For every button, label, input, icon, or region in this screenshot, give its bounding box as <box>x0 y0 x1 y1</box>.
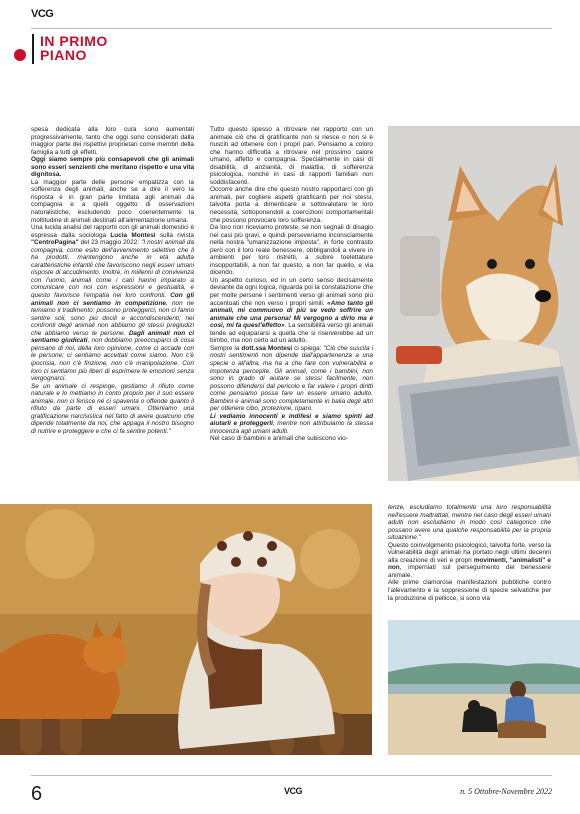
paragraph: Li vediamo innocenti e indifesi e siamo spinti ad aiutarli e proteggerli, mentre non attribuiamo la stessa innocenza agli umani adulti. <box>210 412 373 435</box>
section-title-line-2: PIANO <box>40 47 87 63</box>
paragraph: La maggior parte delle persone empatizza con la sofferenza degli animali, anche se a dire il vero la risposta è in gran parte limitata agli animali da compagnia e a quelli oggetto di osservazioni naturalistiche, escludendo poco coerentemente la moltitudine di animali destinati all'alimentazione umana. <box>31 178 194 224</box>
paragraph-quote: Se un animale ci respinge, gestiamo il rifiuto come naturale e lo mettiamo in conto proprio per il suo essere animale, non ci ferisce né ci spaventa o offende quanto il rifiuto da parte di esseri umani. Otteniamo una gratificazione narcisistica nel fatto di avere qualcuno che dipende totalmente da noi, che appaga il nostro bisogno di nutrire e proteggere e che ci fa sentire potenti." <box>31 382 194 435</box>
paragraph-bold: Oggi siamo sempre più consapevoli che gli animali sono esseri senzienti che meritano rispetto e una vita dignitosa. <box>31 156 194 179</box>
paragraph: Occorre anche dire che questo nostro rapportarci con gli animali, per cogliere aspetti gratificanti per noi stessi, talvolta porta a dimenticare e sottovalutare le loro necessità, sottoponendoli a coercizioni comportamentali che possono provocare loro sofferenza. <box>210 186 373 224</box>
author-name: dott.ssa Montesi <box>241 344 293 352</box>
article-column-2 <box>210 126 373 443</box>
section-marker-dot <box>14 49 26 61</box>
magazine-name: "CentroPagina" <box>31 239 79 247</box>
header-rule <box>31 28 552 29</box>
page-number: 6 <box>31 783 43 805</box>
girl-cat-illustration <box>0 504 372 755</box>
paragraph: Questo coinvolgimento psicologico, talvolta forte, verso la vulnerabilità degli animali ha portato negli ultimi decenni alla creazione di veri e propri movimenti, "animalisti" e non, imperniati sul perseguimento del benessere animale. <box>388 541 551 579</box>
article-column-3 <box>388 504 551 602</box>
photo-dog-laptop <box>388 126 580 481</box>
movement-highlight: movimenti, "animalisti" e non <box>388 556 551 572</box>
section-title <box>40 34 108 62</box>
paragraph: spesa dedicata alla loro cura sono aumentati progressivamente, tanto che oggi sono considerati dalla maggior parte dei rispettivi proprietari come membri della famiglia a tutti gli effetti. <box>31 126 194 156</box>
paragraph: Nel caso di bambini e animali che subiscono vio- <box>210 435 348 443</box>
beach-illustration <box>388 620 580 755</box>
paragraph: Da loro non riceviamo proteste, se non segnali di disagio nei casi più gravi, e quindi perseveriamo inconsciamente nella nostra "umanizzazione imposta", in forte contrasto però con il loro reale benessere, obbligandoli a vivere in ambienti per loro ristretti, a subire toelettature insopportabili, a non far questo, a non far quello, e via dicendo. <box>210 224 373 277</box>
footer-rule <box>31 775 552 776</box>
paragraph-quote: lenze, escludiamo totalmente una loro responsabilità nell'essere maltrattati, mentre nel caso degli esseri umani adulti non escludiamo in modo così categorico che possano avere una qualche responsabilità per la propria situazione." <box>388 504 551 542</box>
issue-info: n. 5 Ottobre-Novembre 2022 <box>460 787 552 796</box>
photo-beach-dogs <box>388 620 580 755</box>
section-marker-bar <box>32 34 34 64</box>
dog-illustration <box>388 126 580 481</box>
paragraph: Un aspetto curioso, ed in un certo senso decisamente deviante da ogni logica, riguarda poi la constatazione che per molte persone i sentimenti verso gli animali sono più accentuati che non verso i propri simili. «Amo tanto gli animali, mi commuovo di più se vedo soffrire un animale che una persona! Mi vergogno a dirlo ma è così, mi fa quest'effetto». La sensibilità verso gli animali tende ad equipararsi a quella che si riserverebbe ad un bimbo, ma non certo ad un adulto. <box>210 276 373 345</box>
footer-logo: VCG <box>284 786 303 796</box>
quote: "Ciò che suscita i nostri sentimenti non dipende dall'appartenenza a una specie o all'altra, ma ha a che fare con vulnerabilità e impotenza percepite. Gli animali, come i bambini, non sono in grado di aiutare se stessi facilmente, non possono difendersi dal pericolo e far valere i propri diritti come pensiamo possa fare un essere umano adulto. Bambini e animali sono completamente in balia degli altri per ottenere cibo, protezione, riparo. <box>210 344 374 413</box>
article-column-1 <box>31 126 194 435</box>
quote: "I nostri animali da compagnia, come esito dell'avvenimento selettivo che li ha prodotti, mantengono anche in età adulta caratteristiche infantili che favoriscono negli esseri umani risposte di accudimento. Inoltre, in millenni di convivenza con l'uomo, animali come i cani hanno imparato a comunicare con noi con espressioni e gestualità, e questo favorisce l'empatia nei loro confronti. <box>31 239 194 300</box>
paragraph: Alle prime clamorose manifestazioni pubbliche contro l'allevamento e la soppressione di specie selvatiche per la produzione di pellicce, si sono via <box>388 579 551 602</box>
testimony-quote: «Amo tanto gli animali, mi commuovo di più se vedo soffrire un animale che una persona! Mi vergogno a dirlo ma è così, mi fa quest'effetto» <box>210 299 373 330</box>
paragraph: Una lucida analisi del rapporto con gli animali domestici è espressa dalla sociologa Lucia Montesi sulla rivista "CentroPagina" del 23 maggio 2022: "I nostri animali da compagnia, come esito dell'avvenimento selettivo che li ha prodotti, mantengono anche in età adulta caratteristiche infantili che favoriscono negli esseri umani risposte di accudimento. Inoltre, in millenni di convivenza con l'uomo, animali come i cani hanno imparato a comunicare con noi con espressioni e gestualità, e questo favorisce l'empatia nei loro confronti. Con gli animali non ci sentiamo in competizione, non ne temiamo il tradimento; possono proteggerci, non ci fanno sentire soli, sono più docili e accondiscendenti; nei confronti degli animali non abbiamo gli stessi pregiudizi che abbiamo verso le persone. Dagli animali non ci sentiamo giudicati, non dobbiamo preoccuparci di cosa pensano di noi, della loro opinione, come ci accade con le persone; ci sentiamo accettati come siamo. Non c'è ipocrisia, non c'è finzione, non c'è manipolazione. Con loro ci sentiamo più liberi di esprimere le emozioni senza vergognarci. <box>31 224 195 383</box>
paragraph: Tutto questo spesso a ritrovare nel rapporto con un animale ciò che di gratificante non si riesce o non si è riusciti ad ottenere con i propri pari. Pensiamo a coloro che hanno difficoltà a ritrovare nel prossimo calore umano, affetto e compagnia. Specialmente in casi di disabilità, di anzianità, di malattia, di sofferenza psicologica, nonché in casi di rapporti familiari non soddisfacenti. <box>210 126 373 186</box>
paragraph: Sempre la dott.ssa Montesi ci spiega: "Ciò che suscita i nostri sentimenti non dipende dall'appartenenza a una specie o all'altra, ma ha a che fare con vulnerabilità e impotenza percepite. Gli animali, come i bambini, non sono in grado di aiutare se stessi facilmente, non possono difendersi dal pericolo e far valere i propri diritti come pensiamo possa fare un essere umano adulto. Bambini e animali sono completamente in balia degli altri per ottenere cibo, protezione, riparo. <box>210 344 374 413</box>
author-name: Lucia Montesi <box>110 231 156 239</box>
magazine-logo: VCG <box>31 8 54 20</box>
section-title-line-1: IN PRIMO <box>40 33 108 49</box>
photo-girl-with-cat <box>0 504 372 755</box>
